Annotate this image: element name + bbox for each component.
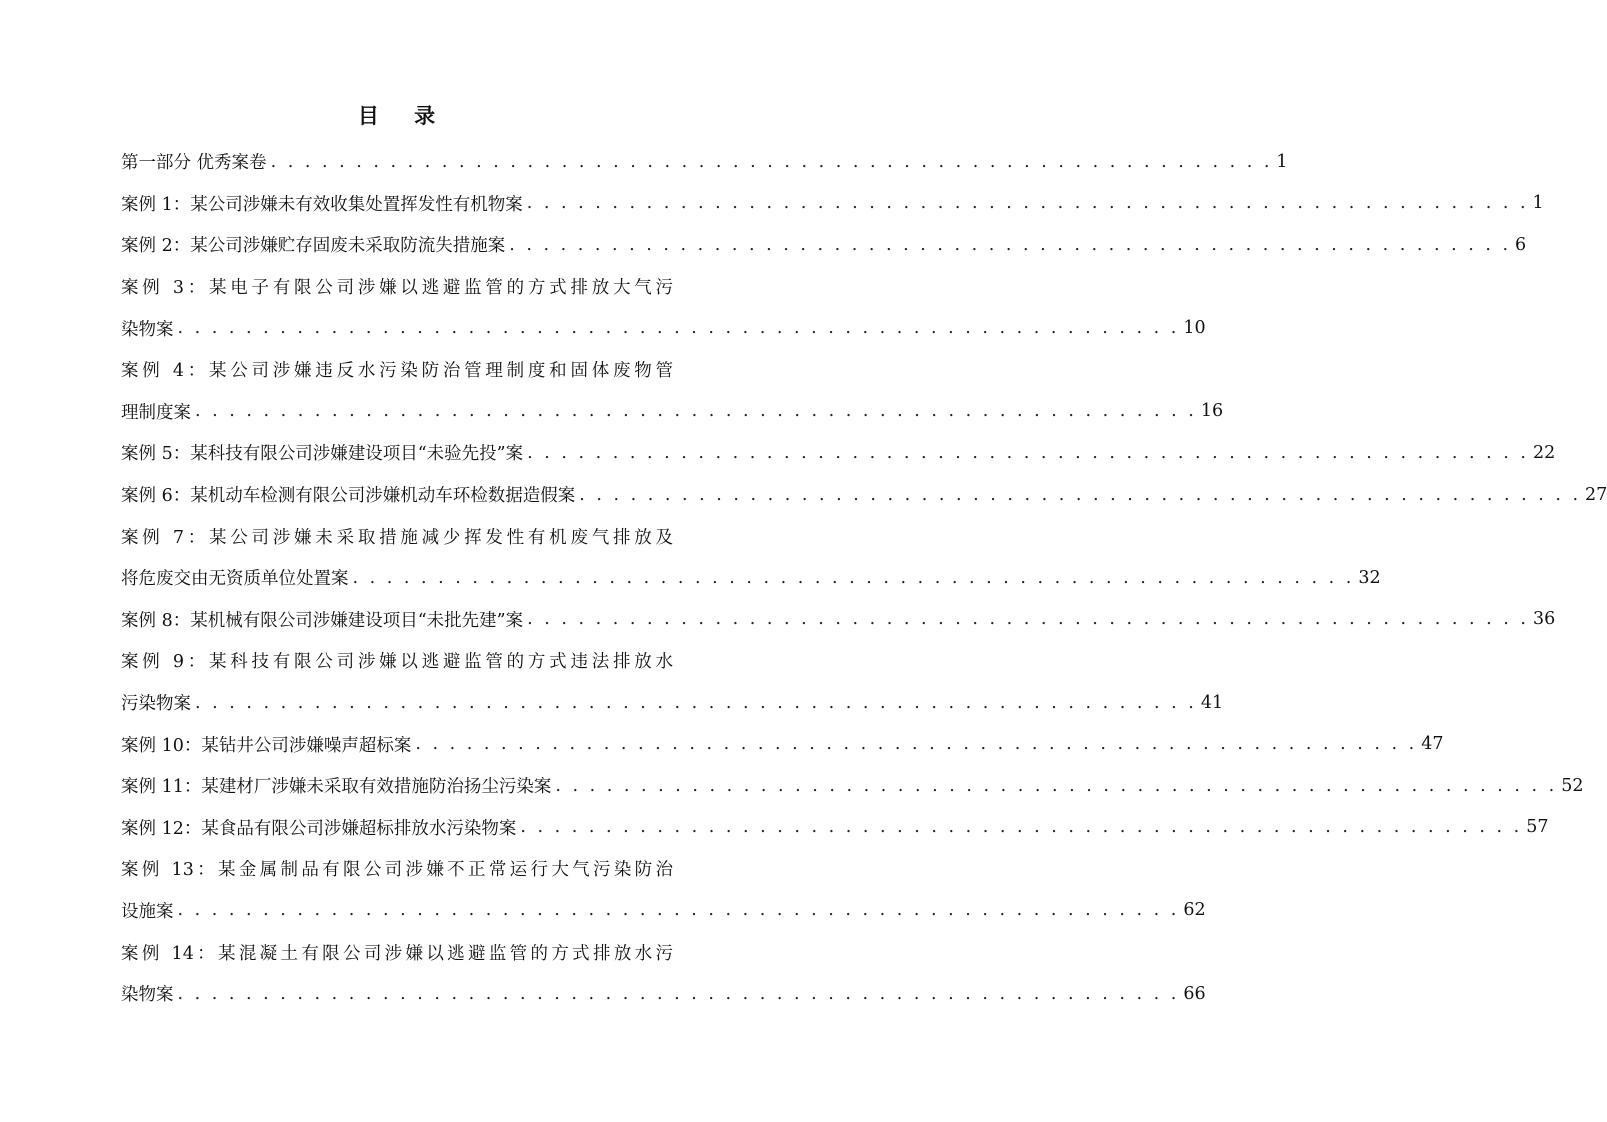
toc-entry-title: 案例 11：某建材厂涉嫌未采取有效措施防治扬尘污染案	[121, 777, 552, 798]
toc-page-number: 62	[1183, 900, 1206, 921]
toc-entry[interactable]	[121, 599, 1556, 641]
toc-entry-title: 案例 7：某公司涉嫌未采取措施减少挥发性有机废气排放及	[121, 527, 673, 548]
toc-page-number: 10	[1183, 318, 1206, 339]
toc-entry-title: 污染物案	[121, 694, 191, 715]
toc-leader-dots: . . . . . . . . . . . . . . . . . . . . . . . . . . . . . . . . . . . . . . . . . . . . . . . . . . . . . . . . . . .	[352, 567, 1355, 588]
toc-entry-title: 案例 5：某科技有限公司涉嫌建设项目“未验先投”案	[121, 444, 524, 465]
toc-page-number: 41	[1200, 692, 1224, 713]
table-of-contents	[121, 141, 1607, 1014]
toc-entry[interactable]	[121, 141, 1288, 183]
toc-entry-continued[interactable]	[121, 515, 673, 557]
toc-entry[interactable]	[121, 890, 1206, 932]
toc-entry-title: 将危废交由无资质单位处置案	[121, 569, 349, 590]
toc-entry[interactable]	[121, 807, 1549, 849]
toc-entry[interactable]	[121, 682, 1224, 724]
toc-page-number: 27	[1585, 484, 1607, 505]
toc-entry-continued[interactable]	[121, 931, 673, 973]
toc-entry[interactable]	[121, 183, 1544, 225]
toc-entry-title: 第一部分 优秀案卷	[121, 153, 267, 174]
toc-entry-title: 案例 2：某公司涉嫌贮存固废未采取防流失措施案	[121, 236, 506, 257]
toc-leader-dots: . . . . . . . . . . . . . . . . . . . . . . . . . . . . . . . . . . . . . . . . . . . . . . . . . . . . . . . . . . .	[177, 900, 1180, 921]
toc-entry-title: 案例 12：某食品有限公司涉嫌超标排放水污染物案	[121, 818, 517, 839]
toc-page-number: 1	[1532, 193, 1544, 214]
toc-entry[interactable]	[121, 723, 1444, 765]
toc-page-number: 6	[1515, 234, 1527, 255]
toc-entry[interactable]	[121, 557, 1381, 599]
toc-entry-title: 案例 8：某机械有限公司涉嫌建设项目“未批先建”案	[121, 610, 524, 631]
toc-page-number: 52	[1561, 775, 1584, 796]
toc-leader-dots: . . . . . . . . . . . . . . . . . . . . . . . . . . . . . . . . . . . . . . . . . . . . . . . . . . . . . . . . . . .	[526, 193, 1529, 214]
toc-page-number: 32	[1358, 567, 1381, 588]
toc-entry-title: 案例 3：某电子有限公司涉嫌以逃避监管的方式排放大气污	[121, 278, 673, 299]
toc-entry-title: 案例 1：某公司涉嫌未有效收集处置挥发性有机物案	[121, 194, 523, 215]
toc-entry-title: 染物案	[121, 985, 174, 1006]
toc-page-number: 1	[1276, 151, 1288, 172]
toc-entry[interactable]	[121, 973, 1206, 1015]
toc-entry[interactable]	[121, 474, 1607, 516]
toc-entry-continued[interactable]	[121, 848, 673, 890]
toc-entry-title: 案例 9：某科技有限公司涉嫌以逃避监管的方式违法排放水	[121, 652, 673, 673]
toc-entry[interactable]	[121, 432, 1556, 474]
toc-leader-dots: . . . . . . . . . . . . . . . . . . . . . . . . . . . . . . . . . . . . . . . . . . . . . . . . . . . . . . . . . . .	[195, 401, 1197, 422]
toc-entry-title: 案例 6：某机动车检测有限公司涉嫌机动车环检数据造假案	[121, 486, 576, 507]
toc-entry[interactable]	[121, 307, 1206, 349]
toc-entry-title: 案例 10：某钻井公司涉嫌噪声超标案	[121, 735, 412, 756]
toc-page-number: 47	[1421, 734, 1444, 755]
toc-entry-title: 染物案	[121, 319, 174, 340]
toc-entry-title: 设施案	[121, 901, 174, 922]
toc-page-number: 66	[1183, 983, 1206, 1004]
toc-entry-title: 案例 13：某金属制品有限公司涉嫌不正常运行大气污染防治	[121, 860, 673, 881]
toc-entry-continued[interactable]	[121, 349, 673, 391]
toc-entry[interactable]	[121, 391, 1224, 433]
toc-leader-dots: . . . . . . . . . . . . . . . . . . . . . . . . . . . . . . . . . . . . . . . . . . . . . . . . . . . . . . . . . . .	[177, 983, 1180, 1004]
toc-leader-dots: . . . . . . . . . . . . . . . . . . . . . . . . . . . . . . . . . . . . . . . . . . . . . . . . . . . . . . . . . . .	[527, 609, 1529, 630]
toc-leader-dots: . . . . . . . . . . . . . . . . . . . . . . . . . . . . . . . . . . . . . . . . . . . . . . . . . . . . . . . . . . .	[177, 318, 1180, 339]
toc-leader-dots: . . . . . . . . . . . . . . . . . . . . . . . . . . . . . . . . . . . . . . . . . . . . . . . . . . . . . . . . . . .	[270, 151, 1273, 172]
toc-leader-dots: . . . . . . . . . . . . . . . . . . . . . . . . . . . . . . . . . . . . . . . . . . . . . . . . . . . . . . . . . . .	[195, 692, 1197, 713]
toc-leader-dots: . . . . . . . . . . . . . . . . . . . . . . . . . . . . . . . . . . . . . . . . . . . . . . . . . . . . . . . . . . .	[509, 234, 1512, 255]
toc-entry-continued[interactable]	[121, 640, 673, 682]
toc-leader-dots: . . . . . . . . . . . . . . . . . . . . . . . . . . . . . . . . . . . . . . . . . . . . . . . . . . . . . . . . . . .	[415, 734, 1418, 755]
toc-page-number: 57	[1526, 817, 1549, 838]
toc-entry-title: 案例 4：某公司涉嫌违反水污染防治管理制度和固体废物管	[121, 361, 673, 382]
toc-page-number: 16	[1200, 401, 1224, 422]
toc-leader-dots: . . . . . . . . . . . . . . . . . . . . . . . . . . . . . . . . . . . . . . . . . . . . . . . . . . . . . . . . . . .	[555, 775, 1558, 796]
toc-entry[interactable]	[121, 765, 1584, 807]
page-title: 目 录	[357, 104, 450, 128]
toc-leader-dots: . . . . . . . . . . . . . . . . . . . . . . . . . . . . . . . . . . . . . . . . . . . . . . . . . . . . . . . . . . .	[527, 442, 1529, 463]
toc-leader-dots: . . . . . . . . . . . . . . . . . . . . . . . . . . . . . . . . . . . . . . . . . . . . . . . . . . . . . . . . . . .	[520, 817, 1523, 838]
toc-page-number: 22	[1532, 442, 1556, 463]
toc-leader-dots: . . . . . . . . . . . . . . . . . . . . . . . . . . . . . . . . . . . . . . . . . . . . . . . . . . . . . . . . . . .	[579, 484, 1582, 505]
toc-entry-title: 案例 14：某混凝土有限公司涉嫌以逃避监管的方式排放水污	[121, 943, 673, 964]
toc-entry-continued[interactable]	[121, 266, 673, 308]
toc-entry[interactable]	[121, 224, 1527, 266]
toc-entry-title: 理制度案	[121, 402, 191, 423]
toc-page-number: 36	[1532, 609, 1556, 630]
